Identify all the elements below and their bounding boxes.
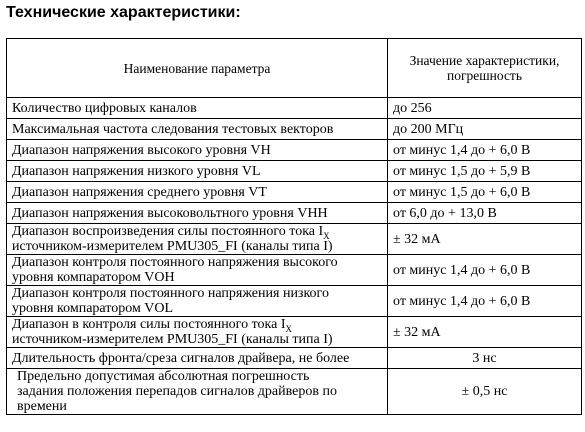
table-header-row <box>7 39 582 98</box>
param-name <box>7 369 388 415</box>
page-title: Технические характеристики: <box>6 4 241 21</box>
param-name: Максимальная частота следования тестовых векторов <box>7 119 388 140</box>
param-name: Диапазон напряжения низкого уровня VL <box>7 161 388 182</box>
param-name <box>7 317 388 348</box>
table-row <box>7 255 582 286</box>
param-line: Диапазон воспроизведения силы постоянного тока I <box>12 224 324 239</box>
param-value: ± 32 мА <box>388 224 582 255</box>
param-value: ± 32 мА <box>388 317 582 348</box>
param-value: от минус 1,5 до + 6,0 В <box>388 182 582 203</box>
param-line: Предельно допустимая абсолютная погрешность <box>17 369 310 384</box>
param-line: уровня компаратором VOH <box>12 270 175 285</box>
table-row <box>7 224 582 255</box>
table-row <box>7 119 582 140</box>
param-subscript: X <box>323 230 330 241</box>
header-parameter-name: Наименование параметра <box>7 39 388 98</box>
param-value: от минус 1,4 до + 6,0 В <box>388 286 582 317</box>
header-value-line1: Значение характеристики, <box>409 53 560 68</box>
specifications-table <box>6 38 582 415</box>
param-name: Длительность фронта/среза сигналов драйвера, не более <box>7 348 388 369</box>
param-value: до 256 <box>388 98 582 119</box>
param-value: от минус 1,4 до + 6,0 В <box>388 140 582 161</box>
table-row <box>7 286 582 317</box>
table-row <box>7 317 582 348</box>
param-value: от минус 1,4 до + 6,0 В <box>388 255 582 286</box>
param-name: Диапазон напряжения высокого уровня VH <box>7 140 388 161</box>
table-row <box>7 161 582 182</box>
param-name: Диапазон напряжения высоковольтного уровня VHH <box>7 203 388 224</box>
header-value <box>388 39 582 98</box>
param-name <box>7 286 388 317</box>
param-line: задания положения перепадов сигналов драйверов по <box>17 384 337 399</box>
param-name: Количество цифровых каналов <box>7 98 388 119</box>
param-line: уровня компаратором VOL <box>12 301 174 316</box>
param-value: от минус 1,5 до + 5,9 В <box>388 161 582 182</box>
table-row <box>7 369 582 415</box>
table-row <box>7 140 582 161</box>
param-line: источником-измерителем PMU305_FI (каналы типа I) <box>12 332 333 347</box>
param-value: ± 0,5 нс <box>388 369 582 415</box>
param-subscript: X <box>285 323 292 334</box>
header-value-line2: погрешность <box>446 68 522 83</box>
table-row <box>7 203 582 224</box>
param-line: времени <box>17 399 67 414</box>
table-row <box>7 182 582 203</box>
param-value: до 200 МГц <box>388 119 582 140</box>
param-value: от 6,0 до + 13,0 В <box>388 203 582 224</box>
param-line: Диапазон в контроля силы постоянного тока I <box>12 317 286 332</box>
param-name <box>7 255 388 286</box>
table-row <box>7 98 582 119</box>
param-value: 3 нс <box>388 348 582 369</box>
param-line: Диапазон контроля постоянного напряжения высокого <box>12 255 338 270</box>
param-name: Диапазон напряжения среднего уровня VT <box>7 182 388 203</box>
param-name <box>7 224 388 255</box>
param-line: Диапазон контроля постоянного напряжения низкого <box>12 286 329 301</box>
table-row <box>7 348 582 369</box>
param-line: источником-измерителем PMU305_FI (каналы типа I) <box>12 239 333 254</box>
